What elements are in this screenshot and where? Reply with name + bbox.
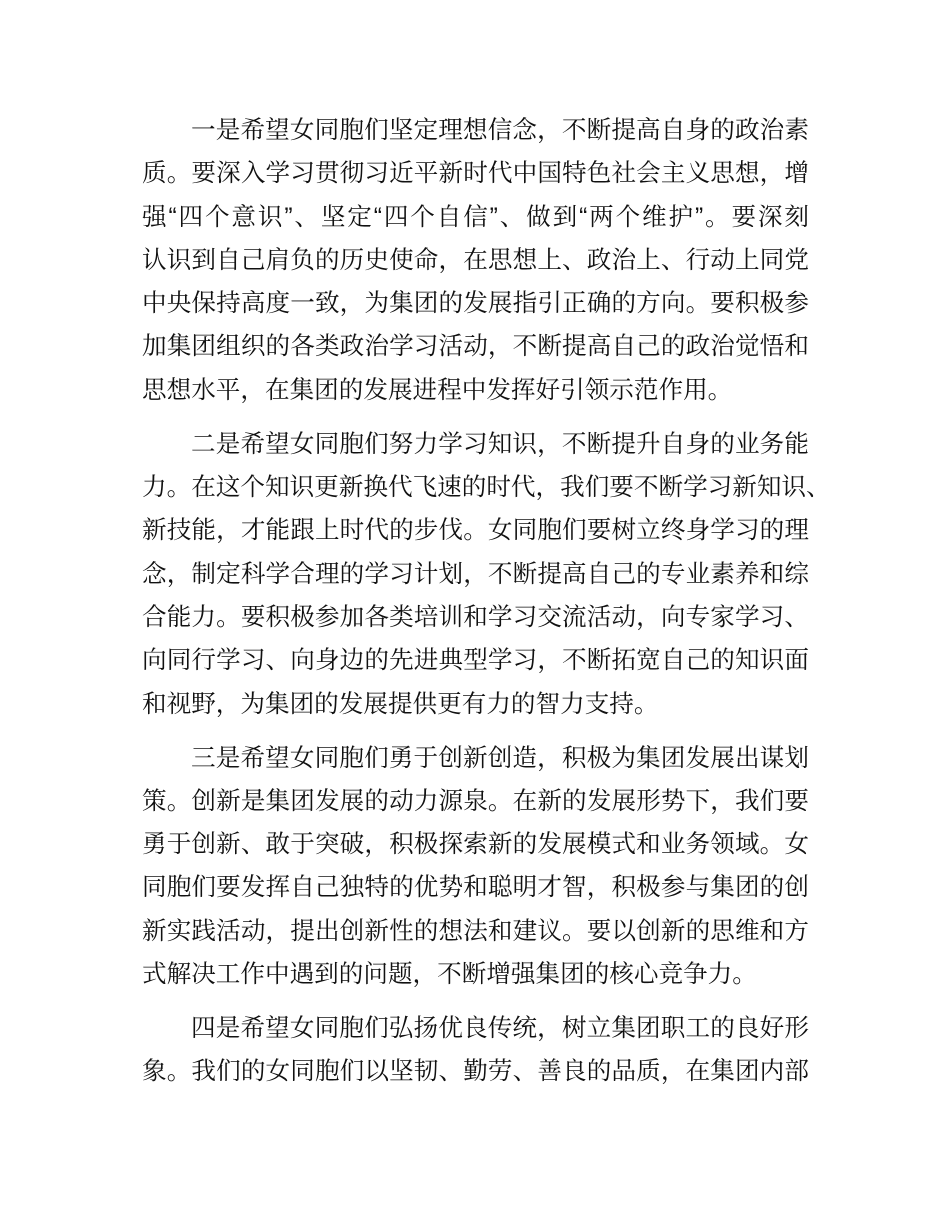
text-line: 新实践活动，提出创新性的想法和建议。要以创新的思维和方	[142, 917, 809, 945]
paragraph	[142, 423, 831, 726]
text-line: 三是希望女同胞们勇于创新创造，积极为集团发展出谋划	[191, 744, 809, 772]
text-line: 质。要深入学习贯彻习近平新时代中国特色社会主义思想，增	[142, 160, 809, 188]
text-line: 一是希望女同胞们坚定理想信念，不断提高自身的政治素	[191, 117, 809, 144]
text-line: 策。创新是集团发展的动力源泉。在新的发展形势下，我们要	[142, 787, 809, 815]
text-line: 同胞们要发挥自己独特的优势和聪明才智，积极参与集团的创	[142, 874, 809, 902]
text-line: 强“四个意识”、坚定“四个自信”、做到“两个维护”。要深刻	[142, 203, 809, 231]
text-line: 和视野，为集团的发展提供更有力的智力支持。	[142, 690, 659, 718]
text-line: 二是希望女同胞们努力学习知识，不断提升自身的业务能	[191, 430, 809, 458]
text-line: 式解决工作中遇到的问题，不断增强集团的核心竞争力。	[142, 961, 757, 989]
paragraph	[142, 109, 809, 412]
text-line: 力。在这个知识更新换代飞速的时代，我们要不断学习新知识、	[142, 474, 831, 502]
text-line: 向同行学习、向身边的先进典型学习，不断拓宽自己的知识面	[142, 647, 809, 675]
text-line: 念，制定科学合理的学习计划，不断提高自己的专业素养和综	[142, 560, 809, 588]
text-line: 四是希望女同胞们弘扬优良传统，树立集团职工的良好形	[191, 1015, 809, 1042]
text-line: 合能力。要积极参加各类培训和学习交流活动，向专家学习、	[142, 603, 809, 631]
text-line: 思想水平，在集团的发展进程中发挥好引领示范作用。	[142, 376, 733, 404]
text-line: 新技能，才能跟上时代的步伐。女同胞们要树立终身学习的理	[142, 517, 809, 545]
text-line: 象。我们的女同胞们以坚韧、勤劳、善良的品质，在集团内部	[142, 1058, 809, 1086]
paragraph	[142, 1007, 809, 1094]
paragraph	[142, 737, 809, 997]
text-line: 勇于创新、敢于突破，积极探索新的发展模式和业务领域。女	[142, 831, 809, 859]
text-line: 加集团组织的各类政治学习活动，不断提高自己的政治觉悟和	[142, 333, 809, 361]
document-page	[142, 109, 831, 1104]
text-line: 中央保持高度一致，为集团的发展指引正确的方向。要积极参	[142, 290, 809, 318]
text-line: 认识到自己肩负的历史使命，在思想上、政治上、行动上同党	[142, 246, 809, 274]
